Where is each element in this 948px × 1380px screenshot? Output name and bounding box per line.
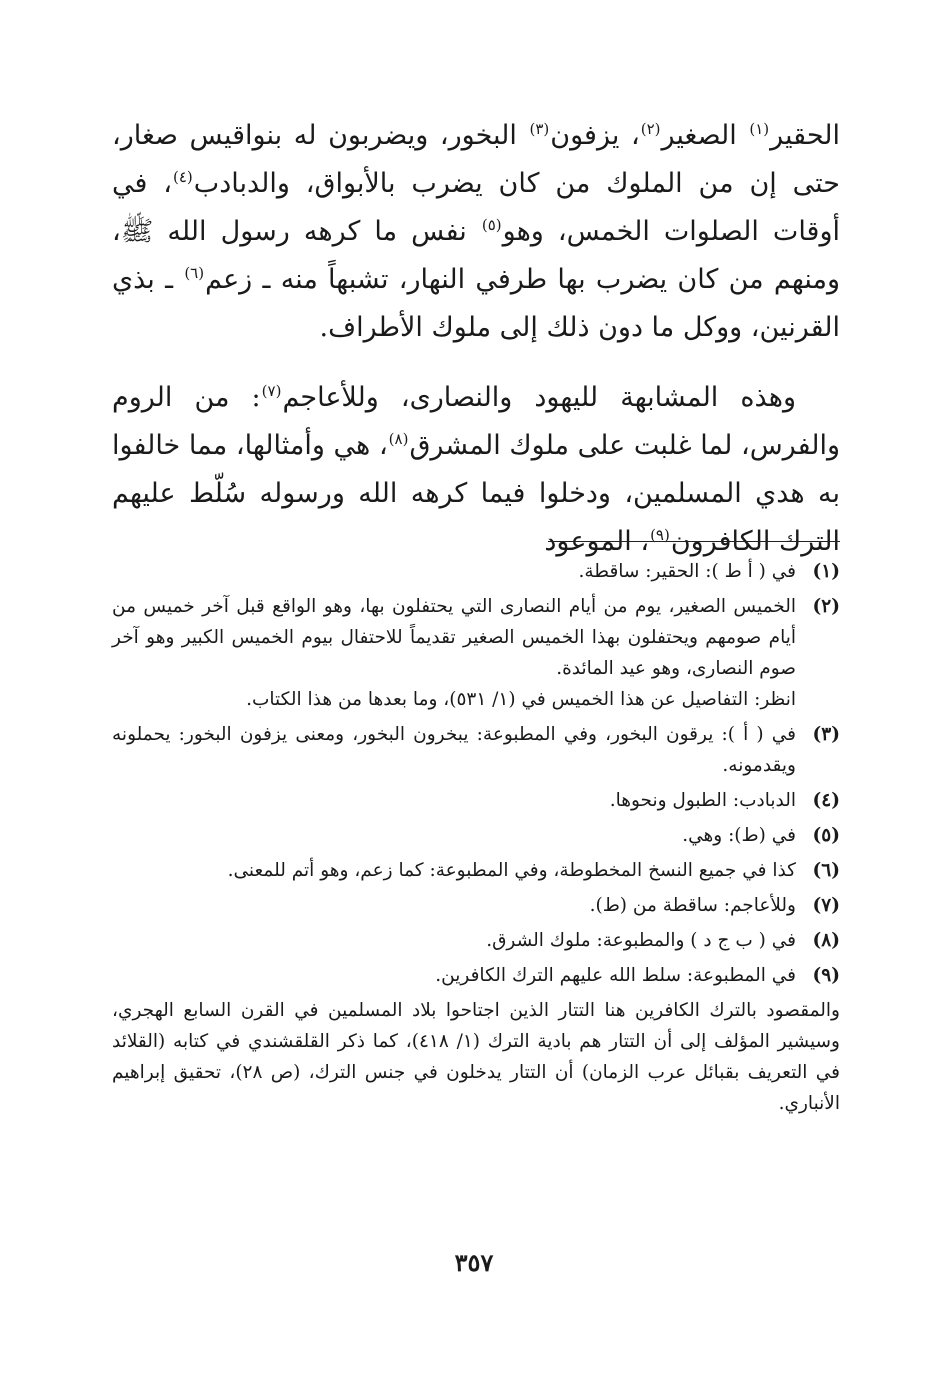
footnote-reference: (٦) (184, 264, 205, 282)
footnote-item (112, 890, 840, 921)
footnote-reference: (١) (749, 120, 770, 138)
footnote-number: (٨) (812, 930, 840, 951)
footnote-line: كذا في جميع النسخ المخطوطة، وفي المطبوعة: كما زعم، وهو أتم للمعنى. (227, 860, 796, 881)
text-run: البخور، ويضربون له بنواقيس صغار، حتى إن من الملوك من كان يضرب بالأبواق، والدبادب (112, 120, 840, 199)
footnote-text (112, 925, 796, 956)
text-run: الحقير (770, 120, 840, 151)
footnote-reference: (٣) (529, 120, 550, 138)
main-paragraph-1 (112, 112, 840, 352)
footnote-item (112, 960, 840, 991)
footnote-item (112, 556, 840, 587)
footnote-line: في المطبوعة: سلط الله عليهم الترك الكافرين. (435, 965, 796, 986)
footnote-list (112, 556, 840, 991)
footnote-item (112, 855, 840, 886)
footnote-number: (٥) (812, 825, 840, 846)
footnote-text (112, 960, 796, 991)
footnote-divider (548, 541, 840, 542)
text-run: ، في أوقات الصلوات الخمس، وهو (112, 168, 840, 247)
footnote-text (112, 591, 796, 715)
footnote-item (112, 785, 840, 816)
footnote-line: وللأعاجم: ساقطة من (ط). (589, 895, 796, 916)
footnote-line: الدبادب: الطبول ونحوها. (609, 790, 796, 811)
text-run: نفس ما كرهه رسول الله ﷺ، ومنهم من كان يضرب بها طرفي النهار، تشبهاً منه ـ زعم (112, 216, 840, 295)
footnote-reference: (٩) (650, 526, 670, 544)
footnote-9-continuation (112, 995, 840, 1119)
footnote-reference: (٢) (640, 120, 661, 138)
text-run: ، الموعود (544, 526, 650, 557)
footnote-number: (٧) (812, 895, 840, 916)
footnote-number: (٣) (812, 724, 840, 745)
text-run: الصغير (661, 120, 749, 151)
footnotes (112, 556, 840, 1119)
main-paragraph-2 (112, 374, 840, 566)
footnote-line: في ( أ ): يرقون البخور، وفي المطبوعة: يبخرون البخور، ومعنى يزفون البخور: يحملونه ويقدمونه. (112, 724, 796, 776)
footnote-number: (٩) (812, 965, 840, 986)
text-run: وهذه المشابهة لليهود والنصارى، وللأعاجم (282, 382, 796, 413)
footnote-number: (٦) (812, 860, 840, 881)
footnote-item (112, 719, 840, 781)
footnote-line: في (ط): وهي. (682, 825, 796, 846)
footnote-reference: (٧) (261, 382, 282, 400)
footnote-text (112, 556, 796, 587)
footnote-item (112, 925, 840, 956)
footnote-item (112, 820, 840, 851)
footnote-number: (٤) (812, 790, 840, 811)
footnote-item (112, 591, 840, 715)
footnote-text (112, 785, 796, 816)
footnote-text (112, 890, 796, 921)
footnote-number: (٢) (812, 596, 840, 617)
footnote-text (112, 820, 796, 851)
footnote-line: انظر: التفاصيل عن هذا الخميس في (١/ ٥٣١)، وما بعدها من هذا الكتاب. (246, 689, 796, 710)
footnote-text (112, 719, 796, 781)
text-run: ، هي وأمثالها، مما خالفوا به هدي المسلمين، ودخلوا فيما كرهه الله ورسوله سُلّط عليهم الترك الكافرون (112, 430, 840, 557)
footnote-line: الخميس الصغير، يوم من أيام النصارى التي يحتفلون بها، وهو الواقع قبل آخر خميس من أيام صومهم ويحتفلون بهذا الخميس الصغير تقديماً للاحتفال بيوم الخميس الكبير وهو آخر صوم النصارى، وهو عيد المائدة. (112, 596, 796, 679)
footnote-reference: (٨) (388, 430, 409, 448)
footnote-reference: (٤) (173, 168, 193, 186)
text-run: ، يزفون (550, 120, 640, 151)
footnote-text (112, 855, 796, 886)
footnote-line: في ( ب ج د ) والمطبوعة: ملوك الشرق. (486, 930, 796, 951)
footnote-continuation-text: والمقصود بالترك الكافرين هنا التتار الذين اجتاحوا بلاد المسلمين في القرن السابع الهجري، وسيشير المؤلف إلى أن التتار هم بادية الترك (١/ ٤١٨)، كما ذكر القلقشندي في كتابه (القلائد في التعريف بقبائل عرب الزمان) أن التتار يدخلون في جنس الترك، (ص ٢٨)، تحقيق إبراهيم الأنباري. (112, 1000, 840, 1114)
text-run: : من الروم والفرس، لما غلبت على ملوك المشرق (112, 382, 840, 461)
page-number: ٣٥٧ (454, 1248, 494, 1277)
footnote-line: في ( أ ط ): الحقير: ساقطة. (578, 561, 796, 582)
footnote-number: (١) (812, 561, 840, 582)
text-run: ـ بذي القرنين، ووكل ما دون ذلك إلى ملوك الأطراف. (112, 264, 840, 343)
footnote-reference: (٥) (481, 216, 502, 234)
main-text (112, 112, 840, 566)
